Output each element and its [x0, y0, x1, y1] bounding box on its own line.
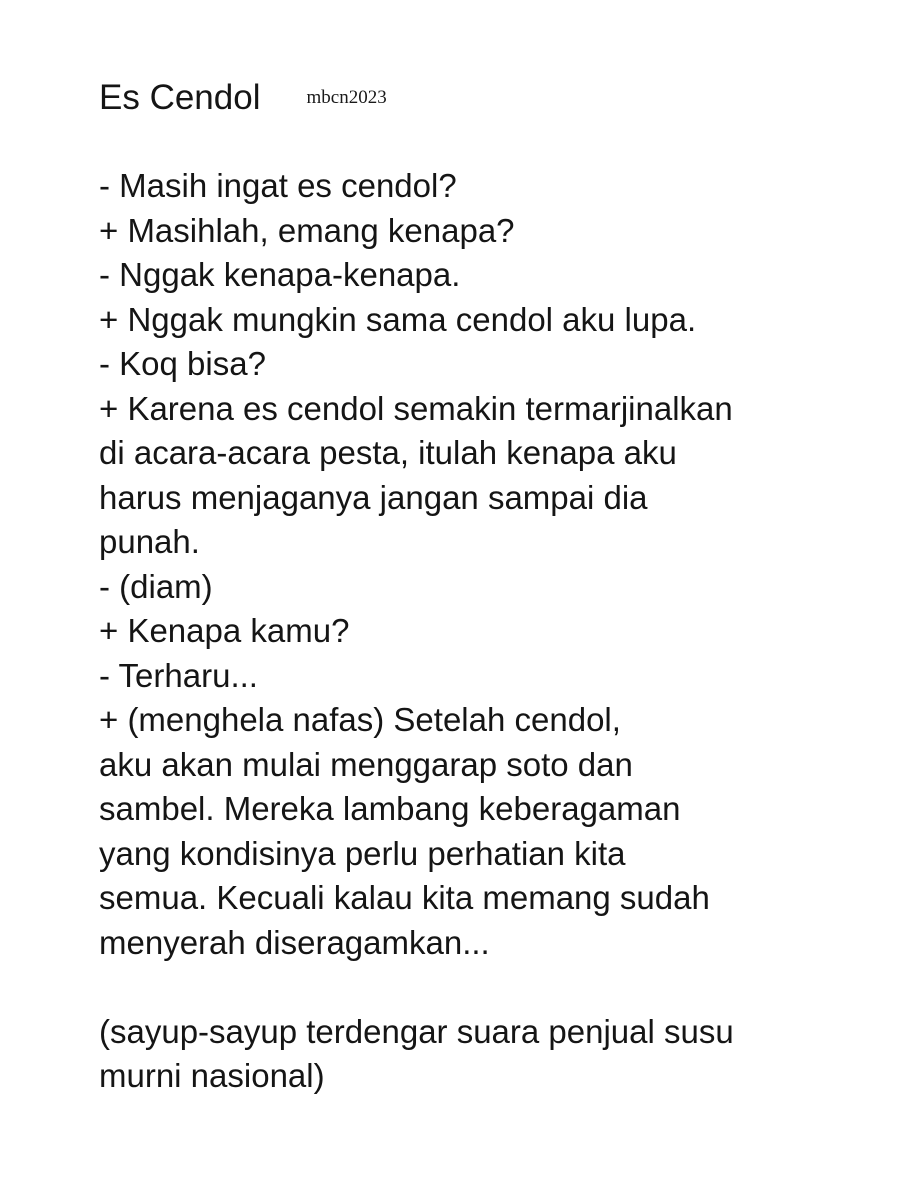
dialogue-line: - (diam): [99, 567, 213, 605]
dialogue-line: di acara-acara pesta, itulah kenapa aku: [99, 434, 677, 471]
dialogue-line: punah.: [99, 523, 200, 560]
dialogue-line: sambel. Mereka lambang keberagaman: [99, 790, 681, 827]
dialogue-body: [99, 164, 869, 1099]
narration-line: (sayup-sayup terdengar suara penjual susu: [99, 1012, 734, 1050]
author-watermark: mbcn2023: [306, 87, 387, 108]
document-title: Es Cendol: [99, 78, 261, 117]
dialogue-line: + Masihlah, emang kenapa?: [99, 211, 515, 249]
dialogue-line: semua. Kecuali kalau kita memang sudah: [99, 879, 710, 916]
dialogue-line: + (menghela nafas) Setelah cendol,: [99, 701, 621, 738]
dialogue-line: - Masih ingat es cendol?: [99, 167, 457, 204]
dialogue-line: harus menjaganya jangan sampai dia: [99, 478, 648, 516]
dialogue-line: menyerah diseragamkan...: [99, 923, 490, 961]
dialogue-line: + Nggak mungkin sama cendol aku lupa.: [99, 300, 697, 338]
narration-line: murni nasional): [99, 1057, 325, 1094]
dialogue-line: yang kondisinya perlu perhatian kita: [99, 834, 626, 872]
blank-line: [99, 965, 869, 1010]
dialogue-line: - Koq bisa?: [99, 345, 266, 382]
dialogue-line: - Terharu...: [99, 656, 258, 694]
title-row: [99, 76, 387, 120]
dialogue-line: - Nggak kenapa-kenapa.: [99, 256, 461, 293]
dialogue-line: + Kenapa kamu?: [99, 612, 350, 649]
dialogue-line: + Karena es cendol semakin termarjinalkan: [99, 389, 733, 427]
dialogue-line: aku akan mulai menggarap soto dan: [99, 745, 633, 783]
